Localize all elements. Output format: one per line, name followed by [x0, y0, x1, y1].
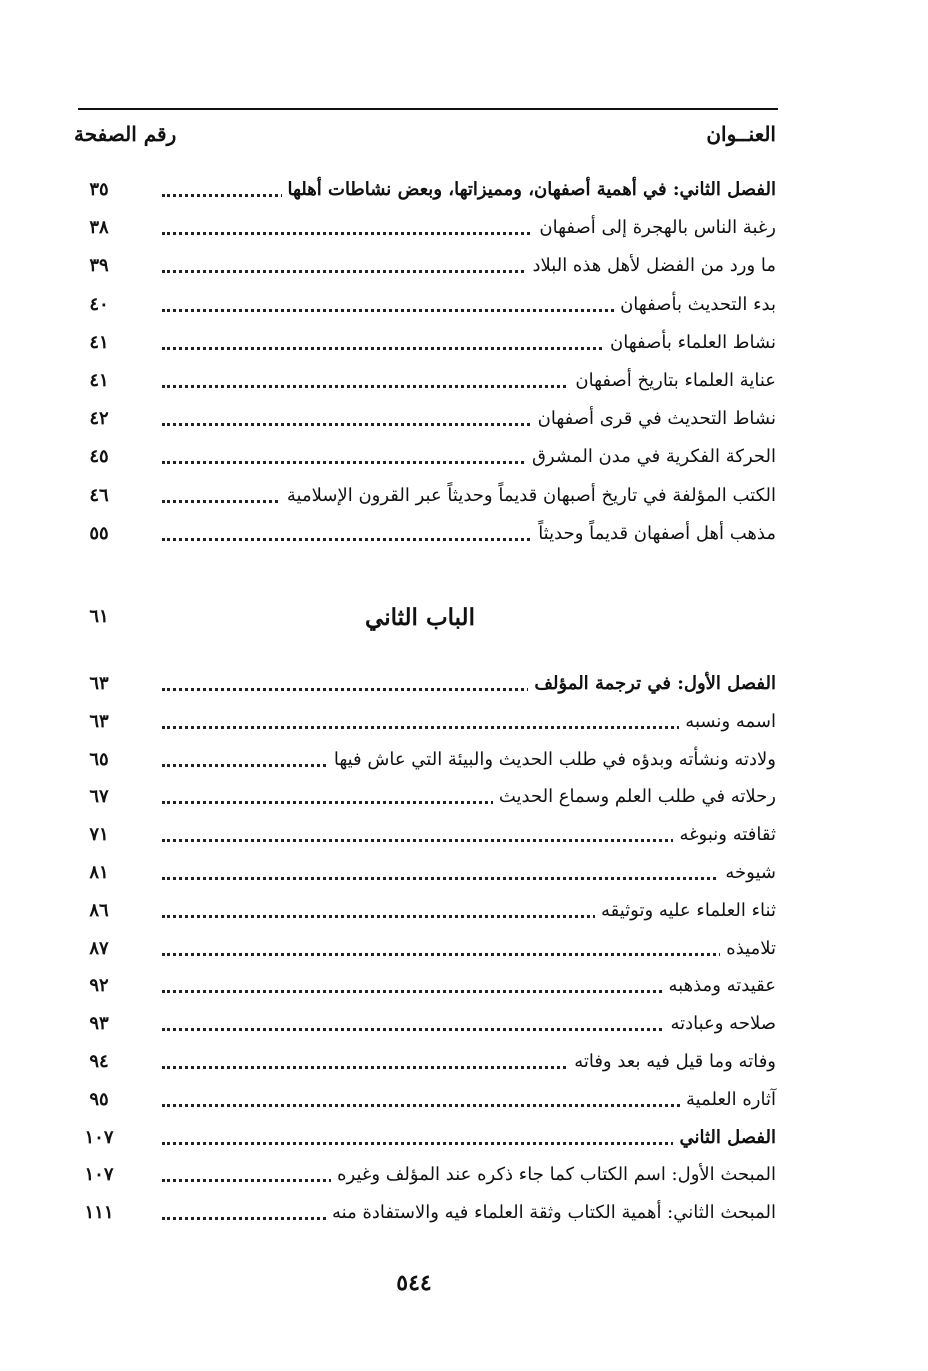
toc-entry-page: ٦٣ [89, 673, 109, 694]
toc-entry-page: ٦٧ [89, 786, 109, 808]
toc-entry-page: ٤١ [89, 370, 109, 391]
toc-entry-title: الفصل الثاني [673, 1122, 776, 1154]
toc-entry-title: عناية العلماء بتاريخ أصفهان [569, 365, 776, 397]
toc-entry [70, 174, 776, 206]
toc-entry-title: المبحث الثاني: أهمية الكتاب وثقة العلماء فيه والاستفادة منه [326, 1197, 776, 1229]
toc-entry [70, 781, 776, 813]
toc-entry-title: آثاره العلمية [680, 1084, 776, 1116]
toc-entry-title: الفصل الأول: في ترجمة المؤلف [528, 668, 776, 700]
toc-entry-page: ٩٣ [89, 1013, 109, 1035]
toc-entry [70, 857, 776, 889]
toc-entry-title: عقيدته ومذهبه [663, 970, 776, 1002]
toc-entry [70, 1159, 776, 1191]
toc-entry-title: المبحث الأول: اسم الكتاب كما جاء ذكره عند المؤلف وغيره [331, 1159, 776, 1191]
toc-entry-title: تلاميذه [720, 933, 776, 965]
toc-entry-title: نشاط التحديث في قرى أصفهان [532, 403, 776, 435]
toc-entry-page: ٨٧ [89, 937, 109, 959]
toc-entry-title: مذهب أهل أصفهان قديماً وحديثاً [532, 518, 776, 550]
toc-entry-page: ١٠٧ [84, 1126, 114, 1148]
toc-entry-title: وفاته وما قيل فيه بعد وفاته [568, 1046, 776, 1078]
toc-entry [70, 403, 776, 435]
toc-entry [70, 895, 776, 927]
toc-entry [70, 365, 776, 397]
header-page-label: رقم الصفحة [74, 122, 177, 146]
toc-entry-page: ٧١ [89, 824, 109, 846]
toc-entry-title: ثقافته ونبوغه [673, 819, 776, 851]
toc-entry [70, 518, 776, 550]
header-title-label: العنــوان [706, 122, 776, 146]
toc-entry [70, 1122, 776, 1154]
toc-entry-title: رحلاته في طلب العلم وسماع الحديث [493, 781, 776, 813]
toc-entry [70, 1084, 776, 1116]
toc-entry [70, 250, 776, 282]
toc-entry-title: ثناء العلماء عليه وتوثيقه [595, 895, 776, 927]
toc-entry-page: ١١١ [84, 1202, 114, 1224]
toc-entry-page: ٦٥ [89, 748, 109, 770]
toc-entry [70, 933, 776, 965]
toc-entry [70, 668, 776, 700]
toc-entry [70, 1197, 776, 1229]
toc-entry-title: بدء التحديث بأصفهان [614, 289, 776, 321]
toc-entry-title: اسمه ونسبه [679, 706, 776, 738]
toc-entry [70, 212, 776, 244]
toc-entry [70, 744, 776, 776]
toc-entry [70, 327, 776, 359]
toc-entry-title: الكتب المؤلفة في تاريخ أصبهان قديماً وحديثاً عبر القرون الإسلامية [281, 480, 776, 512]
toc-entry-title: صلاحه وعبادته [664, 1008, 776, 1040]
toc-entry [70, 1046, 776, 1078]
header-rule [78, 108, 778, 110]
toc-entry-page: ٥٥ [89, 522, 109, 544]
toc-entry [70, 706, 776, 738]
toc-entry-title: شيوخه [719, 857, 776, 889]
toc-entry-page: ٤٠ [89, 293, 109, 315]
toc-entry-page: ٤٥ [89, 446, 109, 468]
dot-leader [162, 877, 776, 880]
toc-entry-page: ١٠٧ [84, 1164, 114, 1186]
toc-entry-page: ٣٨ [89, 217, 109, 239]
toc-entry-page: ٨١ [89, 862, 109, 883]
toc-entry [70, 480, 776, 512]
toc-entry-page: ٦٣ [89, 710, 109, 732]
toc-entry-title: رغبة الناس بالهجرة إلى أصفهان [533, 212, 776, 244]
toc-entry [70, 289, 776, 321]
toc-entry-page: ٤١ [89, 331, 109, 353]
toc-entry-title: الحركة الفكرية في مدن المشرق [526, 441, 776, 473]
toc-entry [70, 819, 776, 851]
toc-entry-page: ٩٢ [89, 975, 109, 997]
toc-entry-title: ولادته ونشأته وبدؤه في طلب الحديث والبيئة التي عاش فيها [328, 744, 776, 776]
toc-entry-page: ٩٤ [89, 1051, 109, 1072]
toc-entry [70, 970, 776, 1002]
dot-leader [162, 953, 776, 956]
toc-entry-title: نشاط العلماء بأصفهان [604, 327, 776, 359]
toc-entry-title: ما ورد من الفضل لأهل هذه البلاد [527, 250, 776, 282]
toc-entry-page: ٣٩ [89, 255, 109, 277]
part-title: الباب الثاني [365, 604, 475, 631]
toc-entry [70, 1008, 776, 1040]
toc-entry-page: ٩٥ [89, 1088, 109, 1110]
part-page-number: ٦١ [89, 606, 109, 627]
toc-entry-page: ٤٦ [89, 484, 109, 506]
toc-entry-title: الفصل الثاني: في أهمية أصفهان، ومميزاتها، وبعض نشاطات أهلها [282, 174, 777, 206]
toc-entry-page: ٣٥ [89, 179, 109, 200]
footer-page-number: ٥٤٤ [396, 1270, 432, 1296]
toc-entry-page: ٨٦ [89, 899, 109, 921]
toc-entry [70, 441, 776, 473]
toc-entry-page: ٤٢ [89, 408, 109, 430]
